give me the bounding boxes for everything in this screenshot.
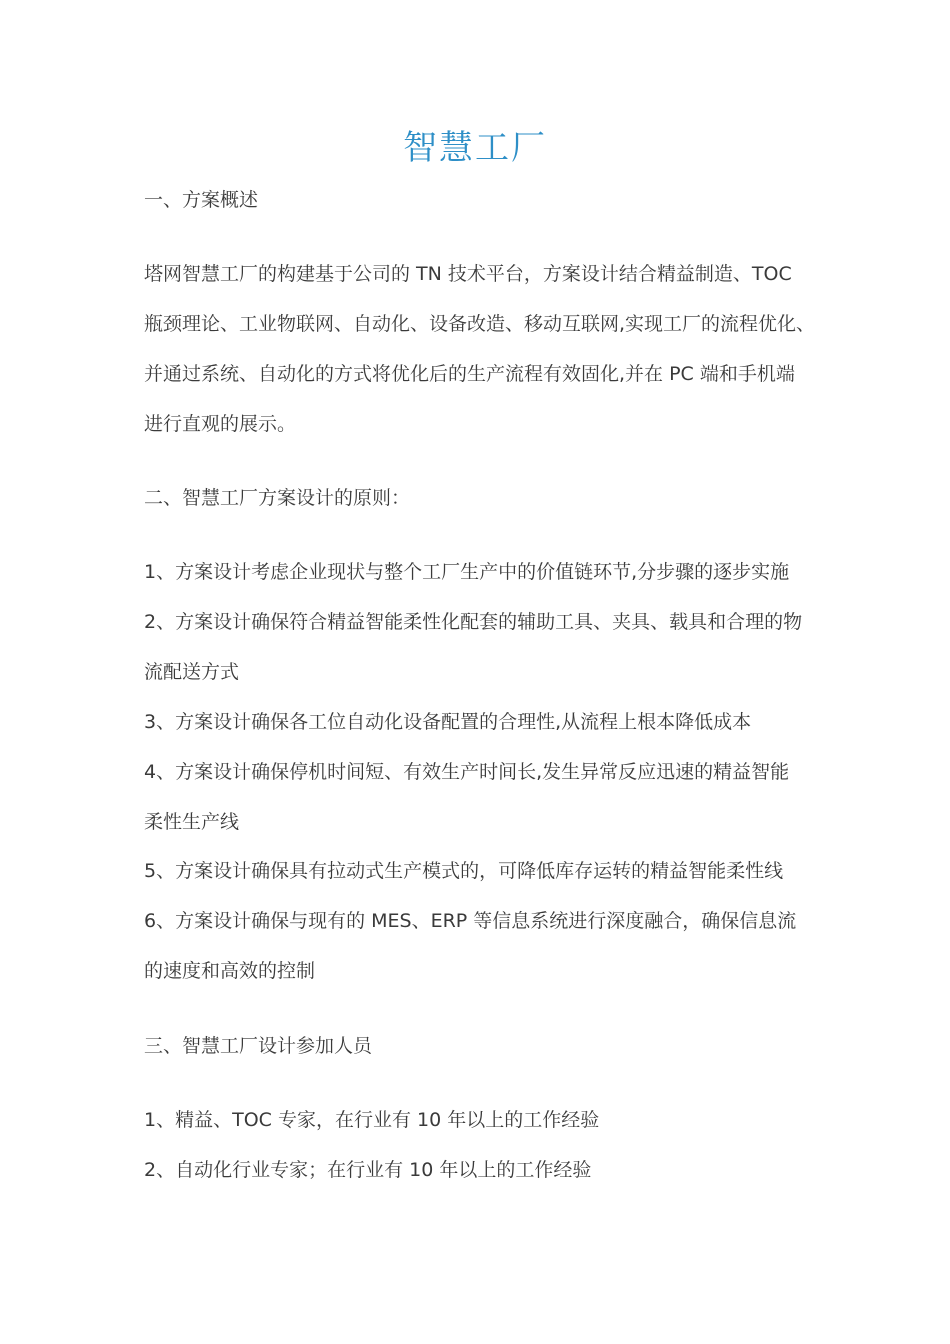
- principle-line-8: 6、方案设计确保与现有的 MES、ERP 等信息系统进行深度融合，确保信息流: [144, 910, 797, 932]
- personnel-line-2: 2、自动化行业专家；在行业有 10 年以上的工作经验: [144, 1159, 592, 1181]
- document-title: 智慧工厂: [403, 128, 547, 168]
- section-1-heading: 一、方案概述: [144, 189, 259, 211]
- section-2-heading: 二、智慧工厂方案设计的原则：: [144, 487, 411, 509]
- principle-line-9: 的速度和高效的控制: [144, 960, 316, 982]
- section-3-heading: 三、智慧工厂设计参加人员: [144, 1035, 373, 1057]
- principle-line-3: 流配送方式: [144, 661, 240, 683]
- overview-line-4: 进行直观的展示。: [144, 413, 297, 435]
- principle-line-5: 4、方案设计确保停机时间短、有效生产时间长,发生异常反应迅速的精益智能: [144, 761, 790, 783]
- principle-line-4: 3、方案设计确保各工位自动化设备配置的合理性,从流程上根本降低成本: [144, 711, 752, 733]
- overview-line-2: 瓶颈理论、工业物联网、自动化、设备改造、移动互联网,实现工厂的流程优化、: [144, 313, 816, 335]
- principle-line-6: 柔性生产线: [144, 811, 240, 833]
- principle-line-1: 1、方案设计考虑企业现状与整个工厂生产中的价值链环节,分步骤的逐步实施: [144, 561, 790, 583]
- principle-line-2: 2、方案设计确保符合精益智能柔性化配套的辅助工具、夹具、载具和合理的物: [144, 611, 803, 633]
- personnel-line-1: 1、精益、TOC 专家，在行业有 10 年以上的工作经验: [144, 1109, 600, 1131]
- overview-line-3: 并通过系统、自动化的方式将优化后的生产流程有效固化,并在 PC 端和手机端: [144, 363, 795, 385]
- overview-line-1: 塔网智慧工厂的构建基于公司的 TN 技术平台，方案设计结合精益制造、TOC: [144, 263, 792, 285]
- principle-line-7: 5、方案设计确保具有拉动式生产模式的，可降低库存运转的精益智能柔性线: [144, 860, 784, 882]
